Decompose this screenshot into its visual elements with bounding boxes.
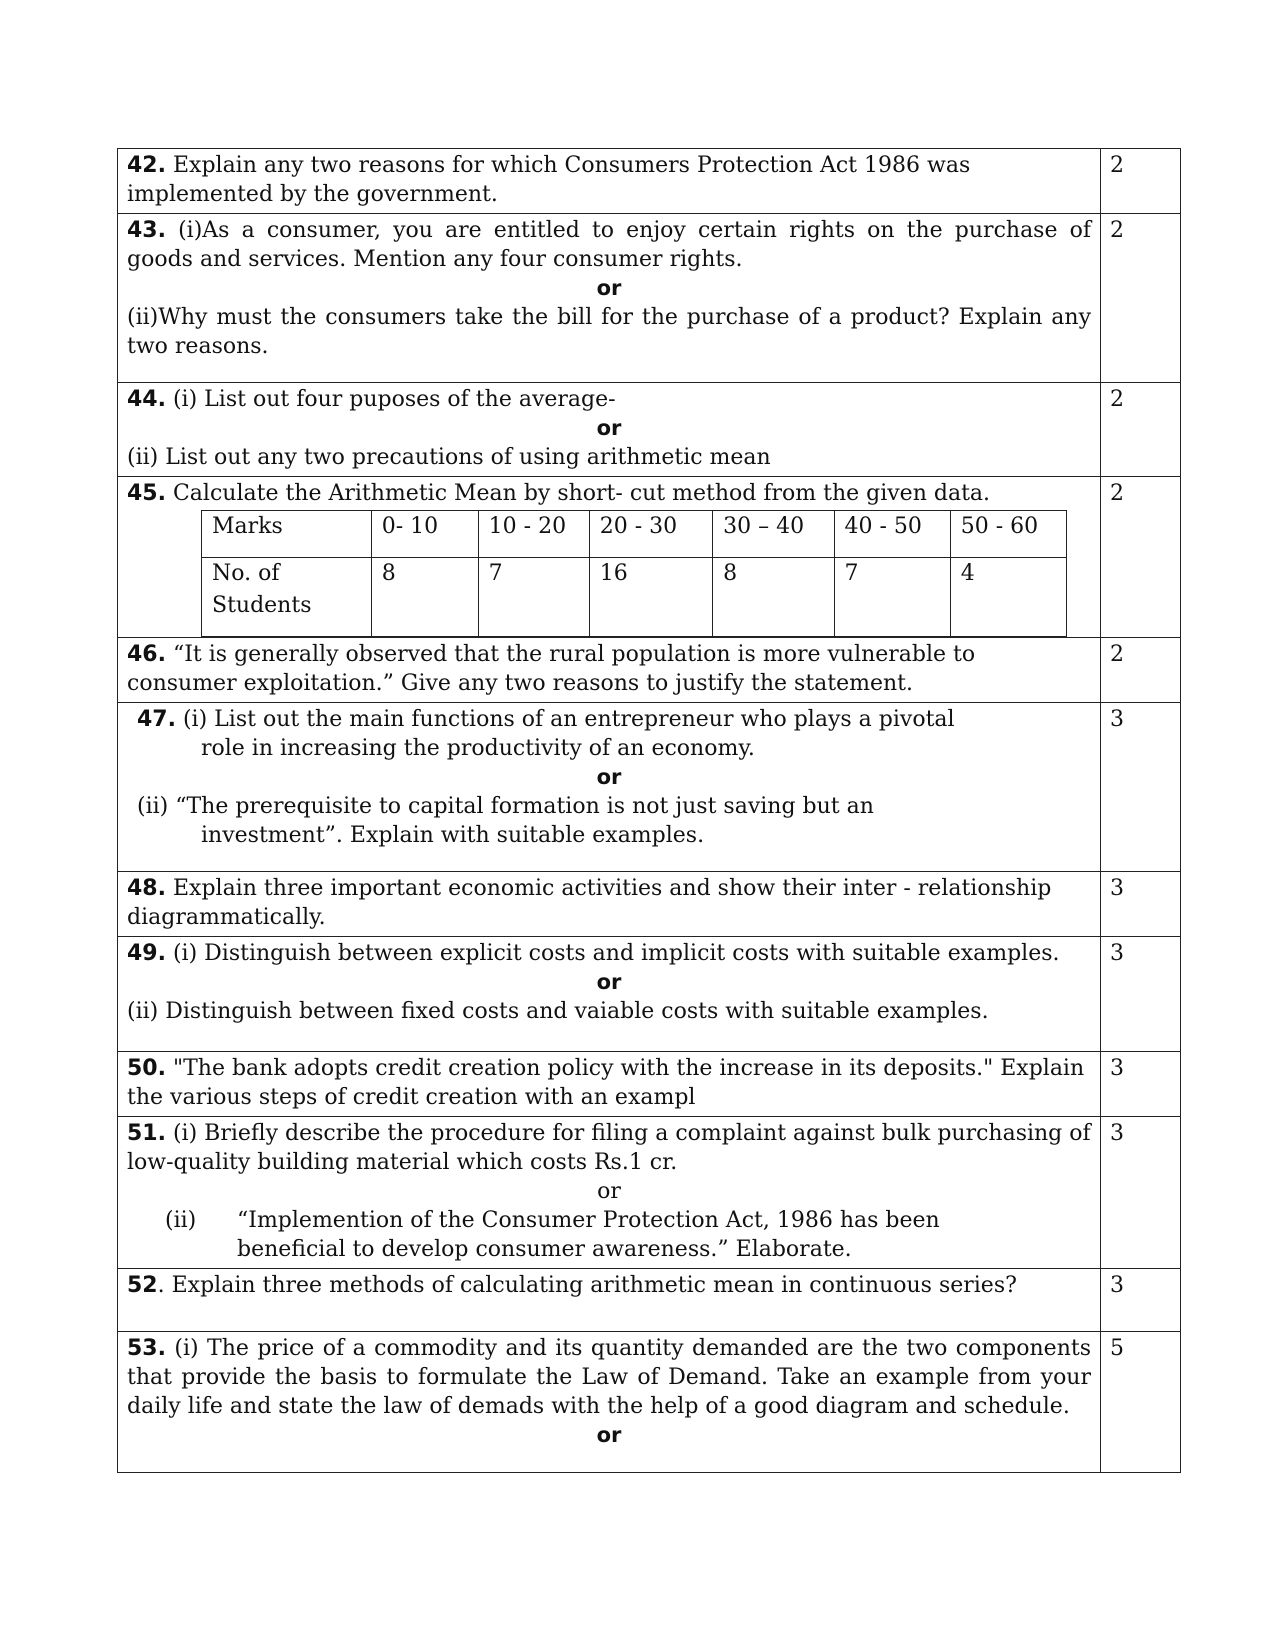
frequency-table	[201, 510, 1067, 637]
question-text: (i) Briefly describe the procedure for filing a complaint against bulk purchasing of low-quality building material which costs Rs.1 cr.	[127, 1121, 1091, 1175]
question-cell	[118, 1052, 1101, 1117]
question-row-53	[118, 1332, 1181, 1473]
question-cell	[118, 149, 1101, 214]
question-row-45	[118, 477, 1181, 638]
question-number: 49.	[127, 941, 166, 966]
frequency-value: 4	[950, 558, 1066, 637]
question-alt-text: (ii) List out any two precautions of using arithmetic mean	[127, 445, 771, 470]
question-cell	[118, 703, 1101, 872]
question-alt-text: (ii) “The prerequisite to capital formation is not just saving but an	[137, 794, 874, 819]
marks-cell: 3	[1101, 1269, 1181, 1332]
marks-cell: 3	[1101, 703, 1181, 872]
row-header	[202, 558, 372, 637]
question-text: (i) The price of a commodity and its quantity demanded are the two components that provide the basis to formulate the Law of Demand. Take an example from your daily life and state the law of demads with the help of a good diagram and schedule.	[127, 1336, 1091, 1419]
marks-cell: 3	[1101, 872, 1181, 937]
question-cell	[118, 383, 1101, 477]
question-row-47	[118, 703, 1181, 872]
question-row-51	[118, 1117, 1181, 1269]
question-cell	[118, 1332, 1101, 1473]
frequency-value: 8	[371, 558, 478, 637]
question-number: 47.	[137, 707, 176, 732]
or-separator: or	[596, 1423, 622, 1447]
question-cell	[118, 872, 1101, 937]
question-row-49	[118, 937, 1181, 1052]
question-text: (i) List out four puposes of the average-	[165, 387, 616, 412]
question-text: “It is generally observed that the rural population is more vulnerable to consumer exploitation.” Give any two reasons to justify the statement.	[127, 642, 976, 696]
frequency-value: 8	[713, 558, 834, 637]
question-alt-text: (ii)Why must the consumers take the bill for the purchase of a product? Explain any two reasons.	[127, 305, 1091, 359]
class-interval: 0- 10	[371, 511, 478, 558]
question-row-42	[118, 149, 1181, 214]
class-interval: 40 - 50	[834, 511, 950, 558]
question-text: . Explain three methods of calculating arithmetic mean in continuous series?	[157, 1273, 1017, 1298]
question-alt-text-cont: investment”. Explain with suitable examples.	[201, 823, 705, 848]
question-number: 52	[127, 1273, 158, 1298]
question-cell	[118, 477, 1101, 638]
marks-cell: 2	[1101, 214, 1181, 383]
question-text: "The bank adopts credit creation policy with the increase in its deposits." Explain the various steps of credit creation with an exampl	[127, 1056, 1085, 1110]
question-cell	[118, 214, 1101, 383]
marks-cell: 2	[1101, 477, 1181, 638]
marks-cell: 2	[1101, 383, 1181, 477]
frequency-value: 7	[478, 558, 589, 637]
marks-cell: 2	[1101, 149, 1181, 214]
question-alt-text-cont: beneficial to develop consumer awareness.” Elaborate.	[237, 1237, 852, 1262]
question-number: 46.	[127, 642, 166, 667]
question-row-48	[118, 872, 1181, 937]
or-separator: or	[596, 416, 622, 440]
question-sheet	[117, 148, 1180, 1473]
question-number: 45.	[127, 481, 166, 506]
question-number: 53.	[127, 1336, 166, 1361]
question-cell	[118, 1117, 1101, 1269]
row-header-line: No. of	[212, 561, 280, 586]
marks-cell: 2	[1101, 638, 1181, 703]
question-number: 44.	[127, 387, 166, 412]
question-number: 43.	[127, 218, 166, 243]
question-number: 42.	[127, 153, 166, 178]
question-text-cont: role in increasing the productivity of an economy.	[201, 736, 755, 761]
question-cell	[118, 638, 1101, 703]
class-interval: 20 - 30	[589, 511, 712, 558]
question-cell	[118, 937, 1101, 1052]
or-separator: or	[597, 1179, 621, 1204]
part-label: (ii)	[165, 1208, 197, 1233]
question-number: 50.	[127, 1056, 166, 1081]
question-row-46	[118, 638, 1181, 703]
or-separator: or	[596, 765, 622, 789]
class-interval: 50 - 60	[950, 511, 1066, 558]
question-text: (i)As a consumer, you are entitled to enjoy certain rights on the purchase of goods and services. Mention any four consumer rights.	[127, 218, 1091, 272]
class-interval: 10 - 20	[478, 511, 589, 558]
or-separator: or	[596, 970, 622, 994]
question-alt	[127, 1206, 1091, 1264]
question-cell	[118, 1269, 1101, 1332]
question-text: (i) List out the main functions of an entrepreneur who plays a pivotal	[175, 707, 955, 732]
frequency-value: 16	[589, 558, 712, 637]
row-header: Marks	[202, 511, 372, 558]
marks-cell: 3	[1101, 937, 1181, 1052]
questions-table	[117, 148, 1181, 1473]
question-row-44	[118, 383, 1181, 477]
question-alt-text: “Implemention of the Consumer Protection Act, 1986 has been	[237, 1208, 940, 1233]
question-number: 51.	[127, 1121, 166, 1146]
marks-cell: 5	[1101, 1332, 1181, 1473]
marks-cell: 3	[1101, 1052, 1181, 1117]
marks-cell: 3	[1101, 1117, 1181, 1269]
question-row-50	[118, 1052, 1181, 1117]
question-alt-text: (ii) Distinguish between fixed costs and vaiable costs with suitable examples.	[127, 999, 989, 1024]
frequency-value: 7	[834, 558, 950, 637]
question-text: Explain any two reasons for which Consumers Protection Act 1986 was implemented by the government.	[127, 153, 971, 207]
question-text: Explain three important economic activities and show their inter - relationship diagrammatically.	[127, 876, 1052, 930]
class-interval: 30 – 40	[713, 511, 834, 558]
or-separator: or	[596, 276, 622, 300]
question-row-43	[118, 214, 1181, 383]
marks-row	[202, 511, 1067, 558]
question-row-52	[118, 1269, 1181, 1332]
question-number: 48.	[127, 876, 166, 901]
students-row	[202, 558, 1067, 637]
question-text: (i) Distinguish between explicit costs and implicit costs with suitable examples.	[165, 941, 1060, 966]
row-header-line: Students	[212, 593, 312, 618]
question-text: Calculate the Arithmetic Mean by short- cut method from the given data.	[165, 481, 991, 506]
